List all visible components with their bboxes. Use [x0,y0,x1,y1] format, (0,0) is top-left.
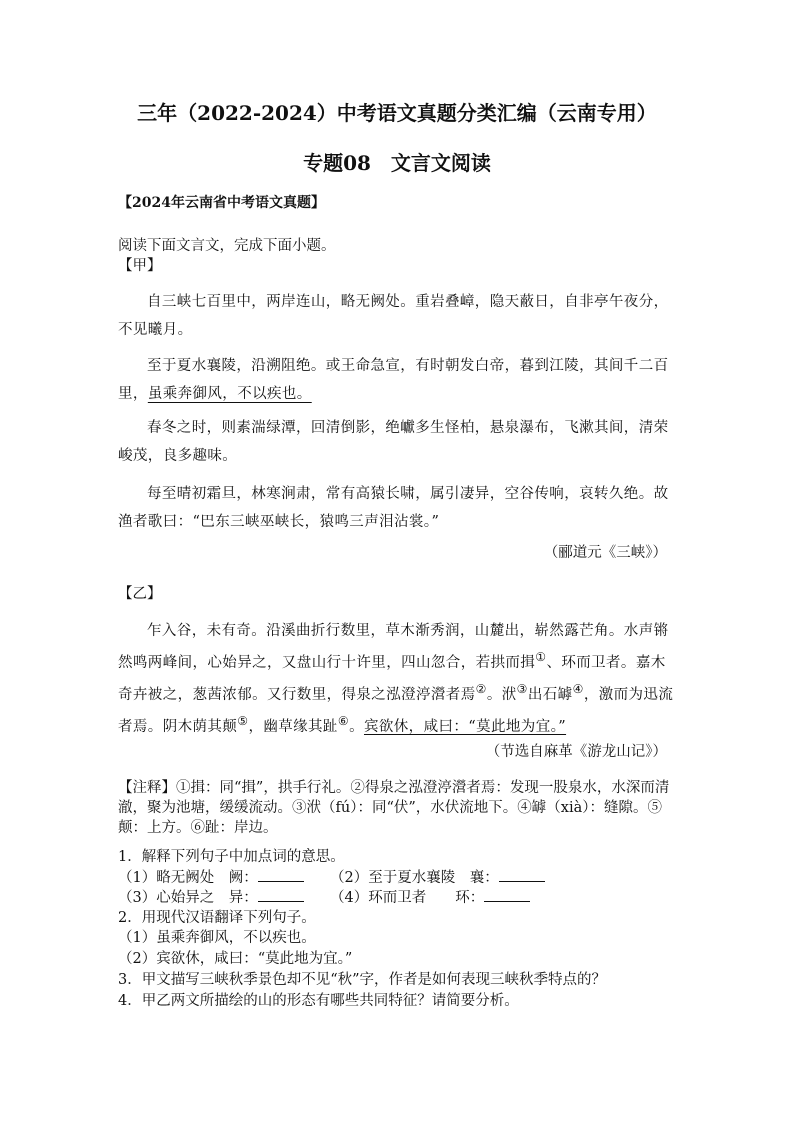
answer-blank[interactable] [499,867,545,882]
question-1-item-1 [118,866,304,887]
yi-underlined-sentence: 宾欲休，咸曰：“莫此地为宜。” [363,718,567,735]
yi-text-3: 。洑 [486,686,517,703]
question-1-item-1-text: （1）略无阙处 阙： [118,870,258,886]
yi-paragraph [118,618,678,739]
question-1-item-3-text: （3）心始异之 异： [118,890,258,906]
jia-paragraph-1: 自三峡七百里中，两岸连山，略无阙处。重岩叠嶂，隐天蔽日，自非亭午夜分，不见曦月。 [118,294,669,338]
footnote-6: ⑥ [337,713,350,728]
question-1-item-3 [118,886,304,907]
answer-blank[interactable] [258,887,304,902]
question-1-item-4 [330,886,530,907]
jia-paragraph-3: 春冬之时，则素湍绿潭，回清倒影，绝巘多生怪柏，悬泉瀑布，飞漱其间，清荣峻茂，良多趣味。 [118,420,669,464]
yi-text-5: ，激而为迅流者焉。阴木荫其颠 [118,686,674,735]
footnote-1: ① [535,650,547,664]
question-2-item-2: （2）宾欲休，咸曰：“莫此地为宜。” [118,951,353,967]
page-subtitle: 专题08 文言文阅读 [303,151,491,175]
yi-text-2: 、环而卫者。嘉木奇卉被之，葱茜浓郁。又行数里，得泉之泓澄渟瀯者焉 [118,654,666,703]
yi-text-4: 出石罅 [527,686,573,703]
page-title: 三年（2022-2024）中考语文真题分类汇编（云南专用） [137,101,657,125]
question-1-item-2-text: （2）至于夏水襄陵 襄： [330,870,499,886]
jia-underlined-sentence: 虽乘奔御风，不以疾也。 [147,386,312,402]
question-1-item-4-text: （4）环而卫者 环： [330,890,485,906]
yi-text-6: ，幽草缘其趾 [248,718,338,735]
jia-paragraph-2 [118,352,678,408]
annotations: 【注释】①揖：同“揖”，拱手行礼。②得泉之泓澄渟瀯者焉：发现一股泉水，水深而清澈，聚为池塘，缓缓流动。③洑（fú）：同“伏”，水伏流地下。④罅（xià）：缝隙。⑤颠：上方。⑥趾：岸边。 [118,780,670,836]
question-3: 3．甲文描写三峡秋季景色却不见“秋”字，作者是如何表现三峡秋季特点的？ [118,972,607,988]
jia-label: 【甲】 [118,258,162,274]
answer-blank[interactable] [258,867,304,882]
yi-text-7: 。 [349,718,364,735]
footnote-4: ④ [572,681,584,696]
section-heading: 【2024年云南省中考语文真题】 [118,195,325,211]
question-2: 2．用现代汉语翻译下列句子。 [118,910,316,926]
yi-text-1: 乍入谷，未有奇。沿溪曲折行数里，草木渐秀润，山麓出，崭然露芒角。水声锵然鸣两峰间，心始异之，又盘山行十许里，四山忽合，若拱而揖 [118,623,669,671]
jia-source: （郦道元《三峡》） [543,545,667,561]
question-1-item-2 [330,866,545,887]
jia-paragraph-4: 每至晴初霜旦，林寒涧肃，常有高猿长啸，属引凄异，空谷传响，哀转久绝。故渔者歌曰：“巴东三峡巫峡长，猿鸣三声泪沾裳。” [118,486,669,530]
question-4: 4．甲乙两文所描绘的山的形态有哪些共同特征？请简要分析。 [118,993,519,1009]
question-2-item-1: （1）虽乘奔御风，不以疾也。 [118,930,316,946]
answer-blank[interactable] [484,887,530,902]
footnote-3: ③ [516,681,528,696]
jia-paragraph-2-text: 至于夏水襄陵，沿溯阻绝。或王命急宣，有时朝发白帝，暮到江陵，其间千二百里， [118,358,669,402]
footnote-2: ② [475,681,487,696]
instruction: 阅读下面文言文，完成下面小题。 [118,238,336,254]
footnote-5: ⑤ [237,713,249,728]
yi-source: （节选自麻革《游龙山记》） [485,744,667,760]
question-1: 1．解释下列句子中加点词的意思。 [118,849,345,865]
yi-label: 【乙】 [118,586,162,602]
